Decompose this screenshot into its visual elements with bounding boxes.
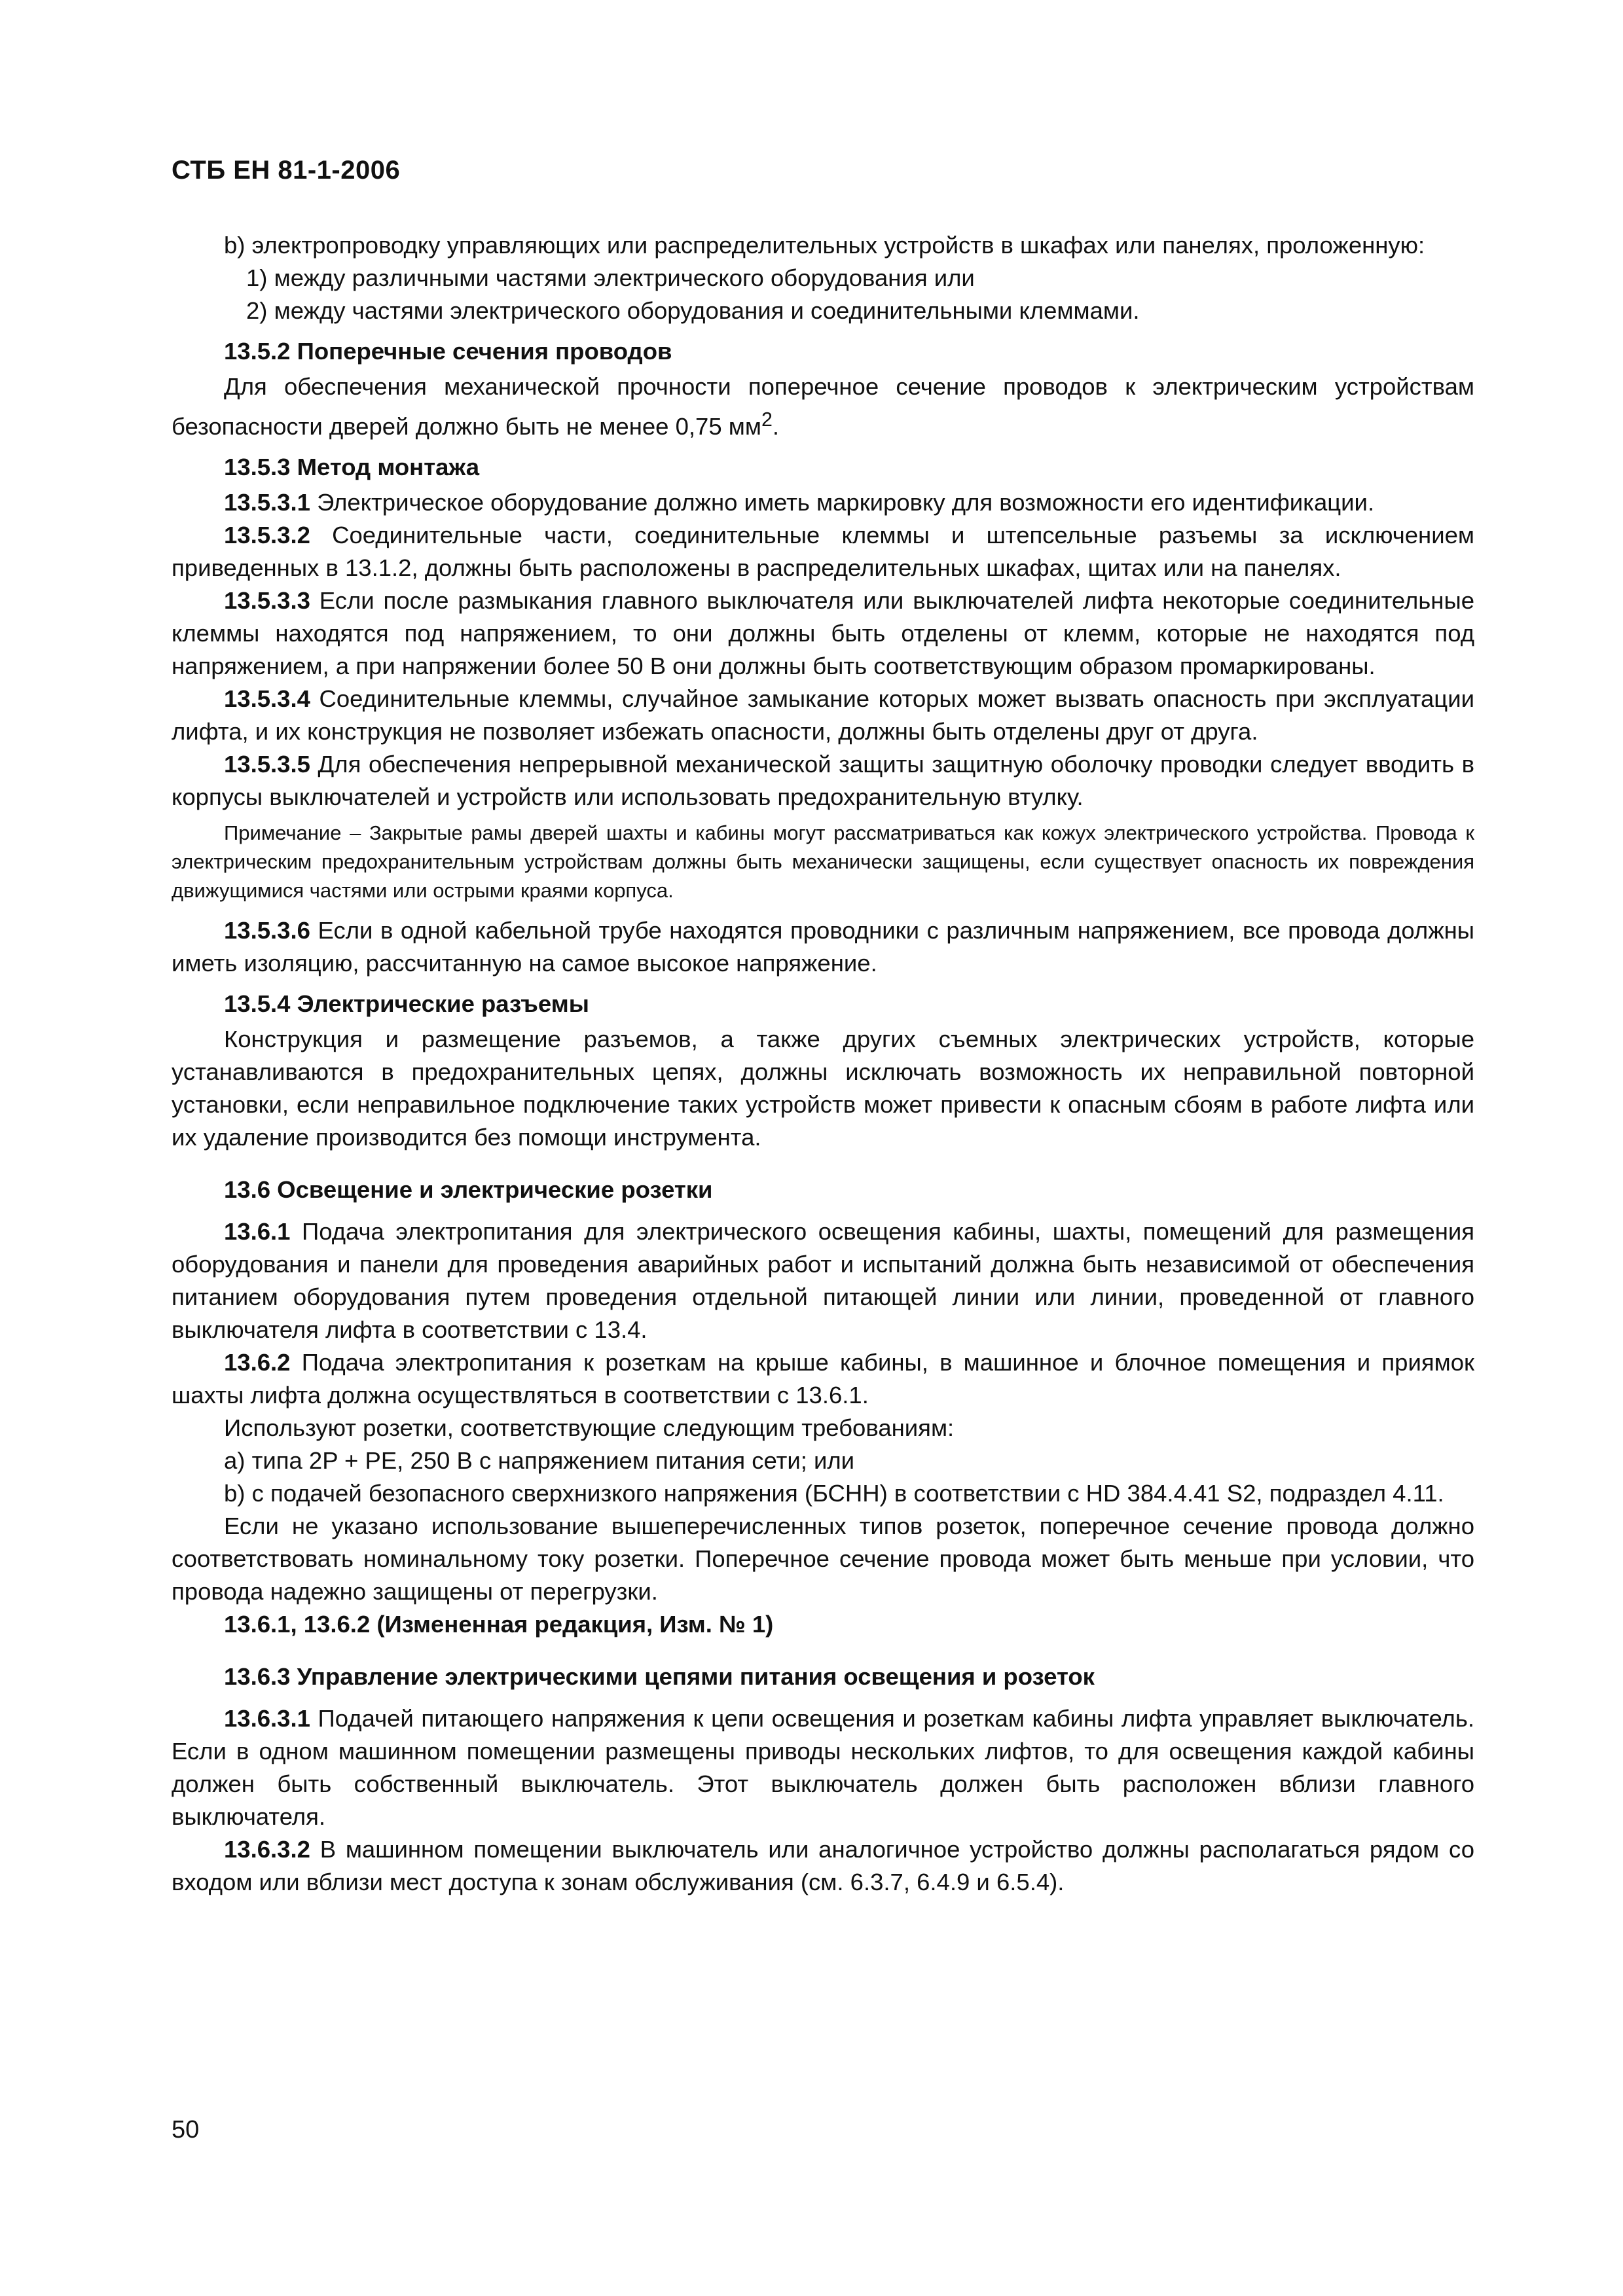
clause-13-5-3-2 [172, 519, 1474, 584]
clause-number: 13.6.1 [224, 1218, 291, 1246]
superscript: 2 [761, 408, 773, 431]
list-item: 2) между частями электрического оборудования и соединительными клеммами. [246, 297, 1140, 324]
clause-number: 13.6.3.2 [224, 1836, 310, 1863]
clause-13-5-3-4 [172, 683, 1474, 748]
clause-13-6-3-1 [172, 1702, 1474, 1833]
clause-13-5-3-6 [172, 914, 1474, 980]
document-body [172, 229, 1474, 1899]
clause-text: Для обеспечения непрерывной механической защиты защитную оболочку проводки следует вводить в корпусы выключателей и устройств или использовать предохранительную втулку. [172, 751, 1474, 811]
clause-text: Подачей питающего напряжения к цепи освещения и розеткам кабины лифта управляет выключатель. Если в одном машинном помещении размещены приводы нескольких лифтов, то для освещения каждой кабины должен быть собственный выключатель. Этот выключатель должен быть расположен вблизи главного выключателя. [172, 1705, 1474, 1831]
clause-number: 13.5.3.2 [224, 522, 310, 549]
clause-number: 13.6.2 [224, 1349, 291, 1376]
clause-text: Если в одной кабельной трубе находятся проводники с различным напряжением, все провода должны иметь изоляцию, рассчитанную на самое высокое напряжение. [172, 917, 1474, 977]
section-heading-13-6-3: 13.6.3 Управление электрическими цепями питания освещения и розеток [224, 1663, 1095, 1691]
clause-13-6-1 [172, 1215, 1474, 1346]
paragraph: Если не указано использование вышеперечисленных типов розеток, поперечное сечение провода должно соответствовать номинальному току розетки. Поперечное сечение провода может быть меньше при условии, что провода надежно защищены от перегрузки. [172, 1513, 1474, 1605]
page-number: 50 [172, 2116, 200, 2144]
section-heading-13-5-4: 13.5.4 Электрические разъемы [224, 990, 589, 1018]
clause-13-6-2 [172, 1346, 1474, 1412]
document-code-header: СТБ ЕН 81-1-2006 [172, 156, 401, 185]
clause-text: Электрическое оборудование должно иметь маркировку для возможности его идентификации. [310, 489, 1375, 516]
paragraph [172, 370, 1474, 443]
list-item: a) типа 2P + PE, 250 В с напряжением питания сети; или [224, 1447, 855, 1475]
paragraph: Конструкция и размещение разъемов, а также других съемных электрических устройств, которые устанавливаются в предохранительных цепях, должны исключать возможность их неправильной повторной установки, если неправильное подключение таких устройств может привести к опасным сбоям в работе лифта или их удаление производится без помощи инструмента. [172, 1026, 1474, 1151]
clause-13-5-3-3 [172, 584, 1474, 683]
clause-text: Подача электропитания к розеткам на крыше кабины, в машинное и блочное помещения и приямок шахты лифта должна осуществляться в соответствии с 13.6.1. [172, 1349, 1474, 1409]
paragraph: Используют розетки, соответствующие следующим требованиям: [224, 1414, 955, 1442]
amendment-note: 13.6.1, 13.6.2 (Измененная редакция, Изм. № 1) [224, 1611, 774, 1638]
paragraph-tail: . [772, 413, 780, 440]
clause-text: Если после размыкания главного выключателя или выключателей лифта некоторые соединительные клеммы находятся под напряжением, то они должны быть отделены от клемм, которые не находятся под напряжением, а при напряжении более 50 В они должны быть соответствующим образом промаркированы. [172, 587, 1474, 680]
clause-number: 13.6.3.1 [224, 1705, 310, 1732]
list-item: b) с подачей безопасного сверхнизкого напряжения (БСНН) в соответствии с HD 384.4.41 S2, подраздел 4.11. [224, 1480, 1444, 1507]
list-item: 1) между различными частями электрического оборудования или [246, 264, 975, 291]
section-heading-13-5-3: 13.5.3 Метод монтажа [224, 454, 480, 481]
clause-13-5-3-5 [172, 748, 1474, 814]
clause-number: 13.5.3.6 [224, 917, 310, 944]
clause-text: Соединительные клеммы, случайное замыкание которых может вызвать опасность при эксплуатации лифта, и их конструкция не позволяет избежать опасности, должны быть отделены друг от друга. [172, 685, 1474, 745]
note: Примечание – Закрытые рамы дверей шахты и кабины могут рассматриваться как кожух электрического устройства. Провода к электрическим предохранительным устройствам должны быть механически защищены, если существует опасность их повреждения движущимися частями или острыми краями корпуса. [172, 821, 1474, 903]
clause-text: В машинном помещении выключатель или аналогичное устройство должны располагаться рядом со входом или вблизи мест доступа к зонам обслуживания (см. 6.3.7, 6.4.9 и 6.5.4). [172, 1836, 1474, 1896]
paragraph: b) электропроводку управляющих или распределительных устройств в шкафах или панелях, проложенную: [224, 232, 1425, 259]
clause-text: Соединительные части, соединительные клеммы и штепсельные разъемы за исключением приведенных в 13.1.2, должны быть расположены в распределительных шкафах, щитах или на панелях. [172, 522, 1474, 582]
clause-text: Подача электропитания для электрического освещения кабины, шахты, помещений для размещения оборудования и панели для проведения аварийных работ и испытаний должна быть независимой от обеспечения питанием оборудования путем проведения отдельной питающей линии или линии, проведенной от главного выключателя лифта в соответствии с 13.4. [172, 1218, 1474, 1344]
section-heading-13-6: 13.6 Освещение и электрические розетки [224, 1176, 713, 1204]
paragraph-text: Для обеспечения механической прочности поперечное сечение проводов к электрическим устройствам безопасности дверей должно быть не менее 0,75 мм [172, 373, 1474, 440]
clause-number: 13.5.3.1 [224, 489, 310, 516]
clause-13-6-3-2 [172, 1833, 1474, 1899]
clause-13-5-3-1 [172, 486, 1474, 519]
clause-number: 13.5.3.5 [224, 751, 310, 778]
clause-number: 13.5.3.3 [224, 587, 310, 615]
section-heading-13-5-2: 13.5.2 Поперечные сечения проводов [224, 338, 672, 365]
clause-number: 13.5.3.4 [224, 685, 310, 713]
